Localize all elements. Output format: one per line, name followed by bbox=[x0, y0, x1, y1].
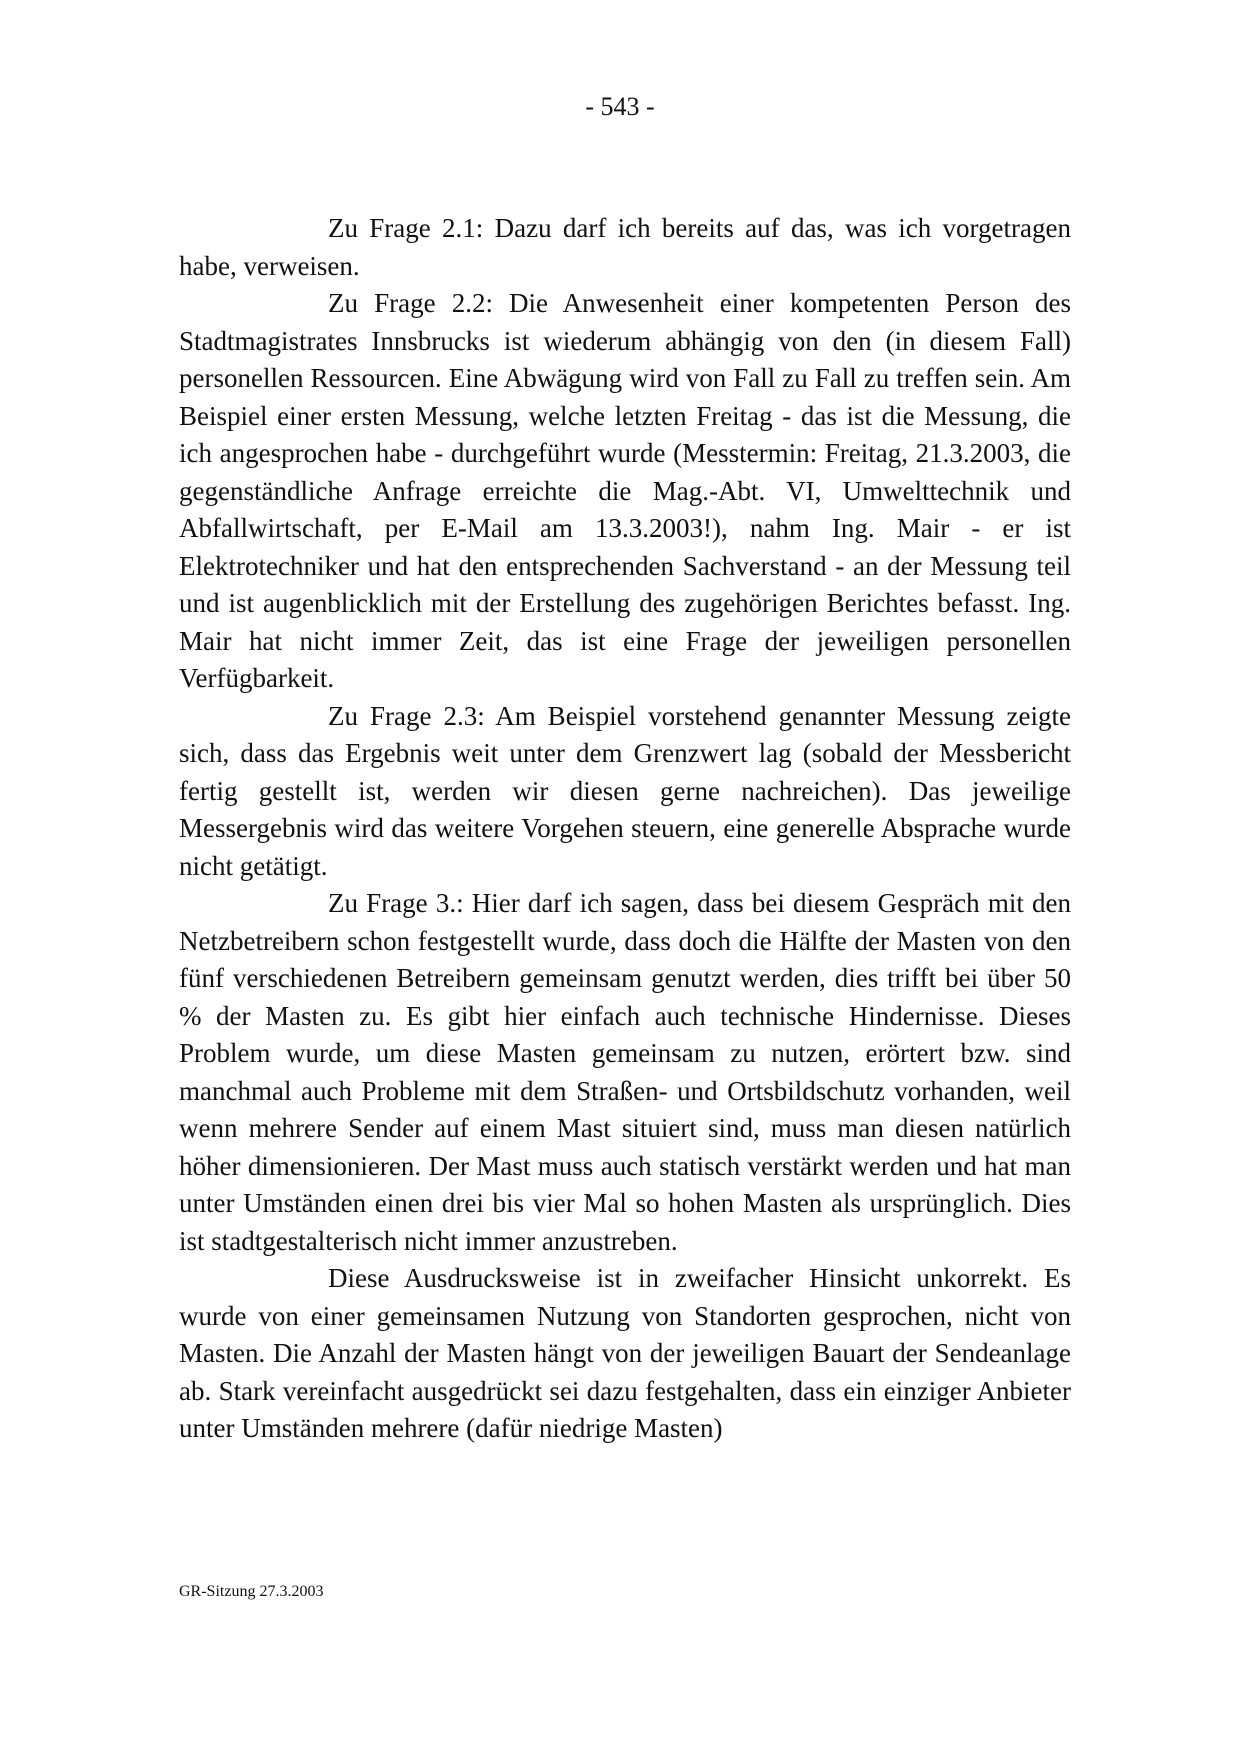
paragraph-frage-2-2: Zu Frage 2.2: Die Anwesenheit einer kompetenten Person des Stadtmagistrates Innsbrucks ist wiederum abhängig von den (in diesem Fall) personellen Ressourcen. Eine Abwägung wird von Fall zu Fall zu treffen sein. Am Beispiel einer ersten Messung, welche letzten Freitag - das ist die Messung, die ich angesprochen habe - durchgeführt wurde (Messtermin: Freitag, 21.3.2003, die gegenständliche Anfrage erreichte die Mag.-Abt. VI, Umwelttechnik und Abfallwirtschaft, per E-Mail am 13.3.2003!), nahm Ing. Mair - er ist Elektrotechniker und hat den entsprechenden Sachverstand - an der Messung teil und ist augenblicklich mit der Erstellung des zugehörigen Berichtes befasst. Ing. Mair hat nicht immer Zeit, das ist eine Frage der jeweiligen personellen Verfügbarkeit. bbox=[179, 288, 1071, 693]
footer-session-date: GR-Sitzung 27.3.2003 bbox=[179, 1583, 324, 1600]
paragraph-frage-2-3: Zu Frage 2.3: Am Beispiel vorstehend genannter Messung zeigte sich, dass das Ergebnis weit unter dem Grenzwert lag (sobald der Messbericht fertig gestellt ist, werden wir diesen gerne nachreichen). Das jeweilige Messergebnis wird das weitere Vorgehen steuern, eine generelle Absprache wurde nicht getätigt. bbox=[179, 700, 1071, 881]
paragraph-frage-3: Zu Frage 3.: Hier darf ich sagen, dass bei diesem Gespräch mit den Netzbetreibern schon festgestellt wurde, dass doch die Hälfte der Masten von den fünf verschiedenen Betreibern gemeinsam genutzt werden, dies trifft bei über 50 % der Masten zu. Es gibt hier einfach auch technische Hindernisse. Dieses Problem wurde, um diese Masten gemeinsam zu nutzen, erörtert bzw. sind manchmal auch Probleme mit dem Straßen- und Ortsbildschutz vorhanden, weil wenn mehrere Sender auf einem Mast situiert sind, muss man diesen natürlich höher dimensionieren. Der Mast muss auch statisch verstärkt werden und hat man unter Umständen einen drei bis vier Mal so hohen Masten als ursprünglich. Dies ist stadtgestalterisch nicht immer anzustreben. bbox=[179, 888, 1071, 1256]
page-number: - 543 - bbox=[585, 92, 655, 121]
paragraph-ausdrucksweise: Diese Ausdrucksweise ist in zweifacher Hinsicht unkorrekt. Es wurde von einer gemeinsamen Nutzung von Standorten gesprochen, nicht von Masten. Die Anzahl der Masten hängt von der jeweiligen Bauart der Sendeanlage ab. Stark vereinfacht ausgedrückt sei dazu festgehalten, dass ein einziger Anbieter unter Umständen mehrere (dafür niedrige Masten) bbox=[179, 1263, 1071, 1443]
document-body bbox=[179, 210, 1071, 1448]
paragraph-frage-2-1: Zu Frage 2.1: Dazu darf ich bereits auf das, was ich vorgetragen habe, verweisen. bbox=[179, 213, 1071, 281]
